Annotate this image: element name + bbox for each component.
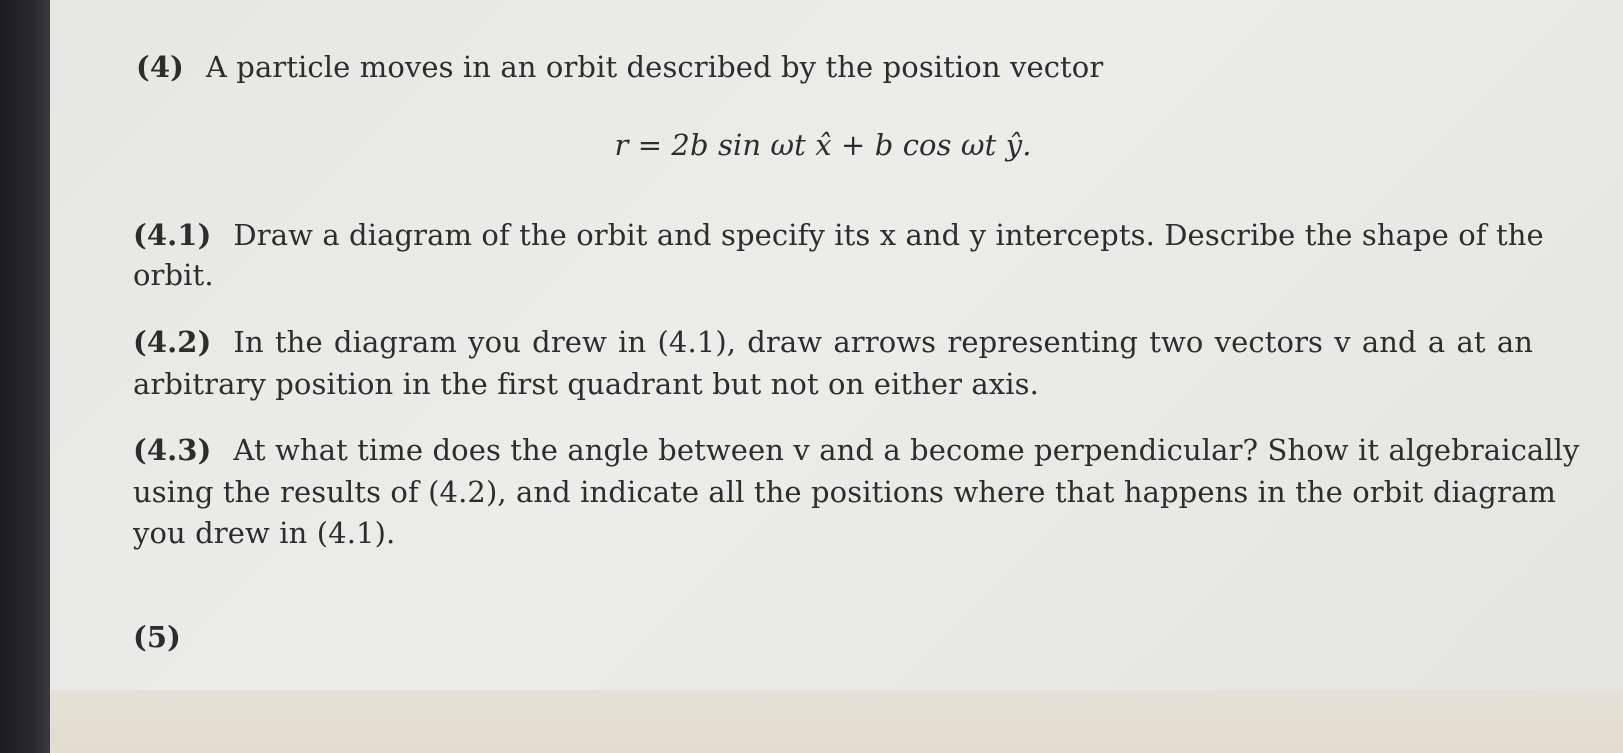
part-4-1-number: (4.1): [133, 218, 212, 252]
part-4-2-number: (4.2): [133, 325, 212, 359]
part-4-3-line-3: you drew in (4.1).: [133, 516, 396, 550]
part-4-3-line-2: using the results of (4.2), and indicate all the positions where that happens in the orbit diagram: [133, 475, 1556, 509]
problem-5-number: (5): [133, 620, 181, 654]
problem-4-heading: [136, 50, 1103, 84]
part-4-1-line-2: orbit.: [133, 258, 214, 292]
problem-5-heading: [133, 620, 203, 654]
part-4-2-line-1: [133, 325, 1533, 359]
dark-screen-edge: [0, 0, 50, 753]
page-lower-band: [50, 690, 1623, 753]
problem-4-intro: A particle moves in an orbit described by the position vector: [205, 50, 1104, 84]
problem-4-number: (4): [136, 50, 184, 84]
part-4-1-line-1: [133, 218, 1544, 252]
part-4-1-text-1: Draw a diagram of the orbit and specify its x and y intercepts. Describe the shape of the: [233, 218, 1544, 252]
part-4-2-line-2: arbitrary position in the first quadrant but not on either axis.: [133, 367, 1039, 401]
part-4-3-line-1: [133, 433, 1580, 467]
part-4-3-text-1: At what time does the angle between v and a become perpendicular? Show it algebraically: [233, 433, 1580, 467]
position-vector-equation: r = 2b sin ωt x̂ + b cos ωt ŷ.: [614, 128, 1032, 162]
part-4-2-text-1: In the diagram you drew in (4.1), draw arrows representing two vectors v and a at an: [233, 325, 1533, 359]
part-4-3-number: (4.3): [133, 433, 212, 467]
